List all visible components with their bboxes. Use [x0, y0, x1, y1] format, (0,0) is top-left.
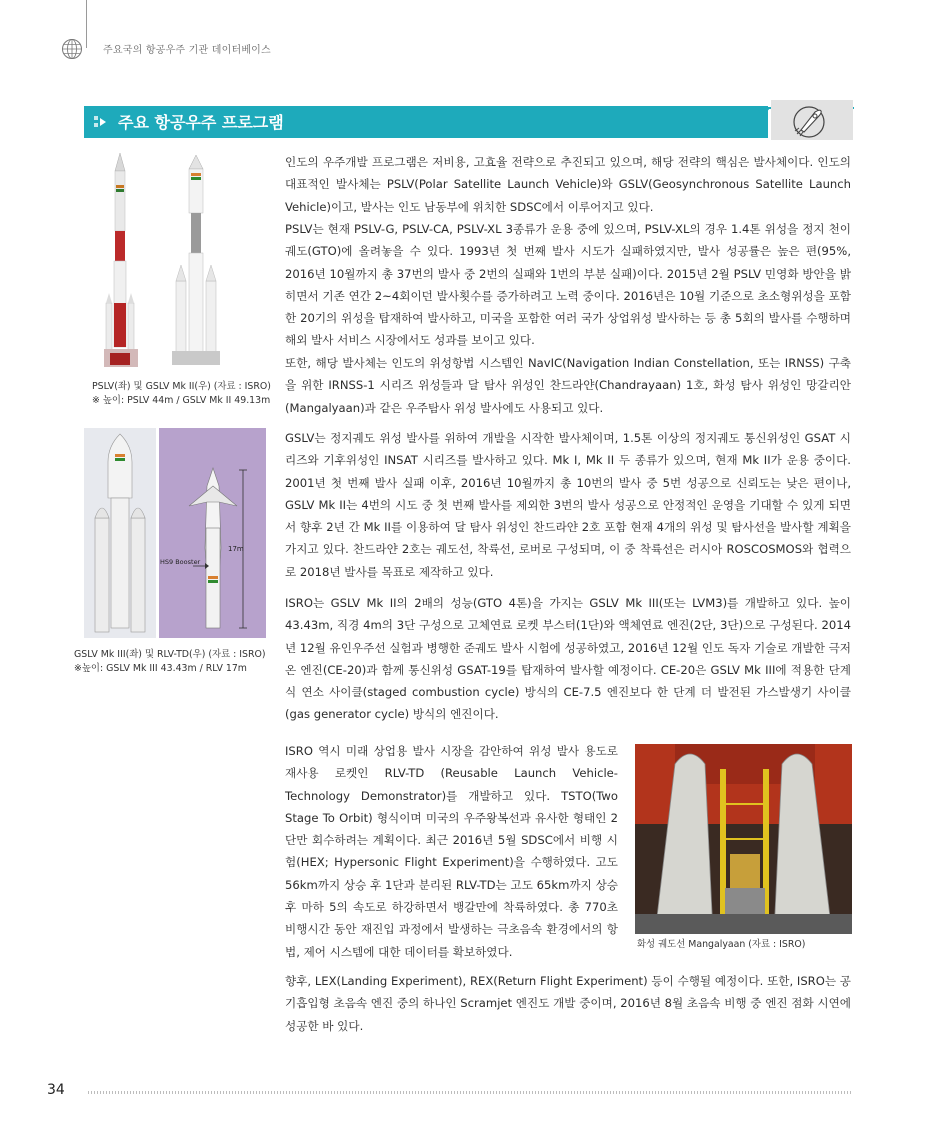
pslv-gslv-image	[92, 153, 267, 375]
fig2-caption-line2: ※높이: GSLV Mk III 43.43m / RLV 17m	[74, 663, 247, 674]
footer-dotted-rule	[88, 1091, 852, 1094]
section-icon-box	[771, 100, 853, 140]
fig1-caption-line2: ※ 높이: PSLV 44m / GSLV Mk II 49.13m	[92, 395, 271, 406]
rlv-td-image	[159, 428, 266, 638]
section-notch	[755, 107, 771, 116]
rocket-icon	[771, 100, 853, 140]
paragraph-pslv-use: 또한, 해당 발사체는 인도의 위성항법 시스템인 NavIC(Navigation Indian Constellation, 또는 IRNSS) 구축을 위한 IRNSS-1 시리즈 위성들과 달 탐사 위성인 찬드라얀(Chandrayaan) 1호, 화성 탐사 위성인 망갈리안(Mangalyaan)과 같은 우주탐사 위성 발사에도 사용되고 있다.	[285, 356, 851, 415]
paragraph-future: 향후, LEX(Landing Experiment), REX(Return Flight Experiment) 등이 수행될 예정이다. 또한, ISRO는 공기흡입형 초음속 엔진 중의 하나인 Scramjet 엔진도 개발 중이며, 2016년 8월 초음속 비행 중 엔진 점화 시연에 성공한 바 있다.	[285, 974, 851, 1033]
fig3-caption: 화성 궤도선 Mangalyaan (자료 : ISRO)	[637, 939, 806, 950]
booster-label: HS9 Booster	[160, 558, 201, 566]
mangalyaan-image	[635, 744, 852, 934]
header-vertical-rule	[86, 0, 87, 48]
gslv-mk3-image	[84, 428, 156, 638]
chevron-right-icon	[94, 115, 108, 129]
paragraph-gslv-mk3: ISRO는 GSLV Mk II의 2배의 성능(GTO 4톤)을 가지는 GSLV Mk III(또는 LVM3)를 개발하고 있다. 높이 43.43m, 직경 4m의 3단 구성으로 고체연료 로켓 부스터(1단)와 액체연료 엔진(2단, 3단)으로 구성된다. 2014년 12월 유인우주선 실험과 병행한 준궤도 발사 시험에 성공하였고, 2016년 12월 인도 독자 기술로 개발한 극저온 엔진(CE-20)과 함께 통신위성 GSAT-19를 탑재하여 발사할 예정이다. CE-20은 GSLV Mk III에 적용한 단계식 연소 사이클(staged combustion cycle) 방식의 CE-7.5 엔진보다 한 단계 더 발전된 가스발생기 사이클(gas generator cycle) 방식의 엔진이다.	[285, 596, 851, 722]
paragraph-intro: 인도의 우주개발 프로그램은 저비용, 고효율 전략으로 추진되고 있으며, 해당 전략의 핵심은 발사체이다. 인도의 대표적인 발사체는 PSLV(Polar Satellite Launch Vehicle)와 GSLV(Geosynchronous Satellite Launch Vehicle)이고, 발사는 인도 남동부에 위치한 SDSC에서 이루어지고 있다.	[285, 155, 851, 214]
section-title: 주요 항공우주 프로그램	[118, 113, 284, 132]
globe-icon	[61, 38, 83, 60]
height-label: 17m	[228, 545, 244, 553]
paragraph-gslv: GSLV는 정지궤도 위성 발사를 위하여 개발을 시작한 발사체이며, 1.5톤 이상의 정지궤도 통신위성인 GSAT 시리즈와 기후위성인 INSAT 시리즈를 발사하고 있다. Mk I, Mk II 두 종류가 있으며, 현재 Mk II가 운용 중이다. 2001년 첫 번째 발사 실패 이후, 2016년 10월까지 총 10번의 발사 중 5번 성공으로 신뢰도는 낮은 편이나, GSLV Mk II는 4번의 시도 중 첫 번째 발사를 제외한 3번의 발사 성공으로 안정적인 운영을 기대할 수 있게 되면서 향후 2년 간 Mk II를 이용하여 달 탐사 위성인 찬드라얀 2호 포함 현재 4개의 위성 및 탐사선을 발사할 계획을 가지고 있다. 찬드라얀 2호는 궤도선, 착륙선, 로버로 구성되며, 이 중 착륙선은 러시아 ROSCOSMOS와 협력으로 2018년 발사를 목표로 제작하고 있다.	[285, 431, 851, 579]
fig1-caption-line1: PSLV(좌) 및 GSLV Mk II(우) (자료 : ISRO)	[92, 381, 271, 392]
paragraph-pslv: PSLV는 현재 PSLV-G, PSLV-CA, PSLV-XL 3종류가 운용 중에 있으며, PSLV-XL의 경우 1.4톤 위성을 정지 천이 궤도(GTO)에 올려놓을 수 있다. 1993년 첫 번째 발사 시도가 실패하였지만, 발사 성공률은 높은 편(95%, 2016년 10월까지 총 37번의 발사 중 2번의 실패와 1번의 부분 실패)이다. 2015년 2월 PSLV 민영화 방안을 밝히면서 기존 연간 2~4회이던 발사횟수를 증가하려고 노력 중이다. 2016년은 10월 기준으로 초소형위성을 포함한 20기의 위성을 탑재하여 발사하고, 미국을 포함한 여러 국가 상업위성 발사하는 등 총 5회의 발사를 수행하며 해외 발사 서비스 시장에서도 성과를 보이고 있다.	[285, 222, 851, 348]
fig2-caption-line1: GSLV Mk III(좌) 및 RLV-TD(우) (자료 : ISRO)	[74, 649, 266, 660]
section-heading-bar	[84, 106, 768, 138]
paragraph-rlv-td: ISRO 역시 미래 상업용 발사 시장을 감안하여 위성 발사 용도로 재사용 로켓인 RLV-TD (Reusable Launch Vehicle-Technology Demonstrator)를 개발하고 있다. TSTO(Two Stage To Orbit) 형식이며 미국의 우주왕복선과 유사한 형태인 2단만 회수하려는 계획이다. 최근 2016년 5월 SDSC에서 비행 시험(HEX; Hypersonic Flight Experiment)을 수행하였다. 고도 56km까지 상승 후 1단과 분리된 RLV-TD는 고도 65km까지 상승 후 마하 5의 속도로 하강하면서 뱅갈만에 착륙하였다. 총 770초 비행시간 동안 재진입 과정에서 발생하는 극초음속 환경에서의 항법, 제어 시스템에 대한 데이터를 확보하였다.	[285, 744, 618, 959]
running-header: 주요국의 항공우주 기관 데이터베이스	[103, 45, 271, 56]
page-number: 34	[47, 1082, 65, 1098]
